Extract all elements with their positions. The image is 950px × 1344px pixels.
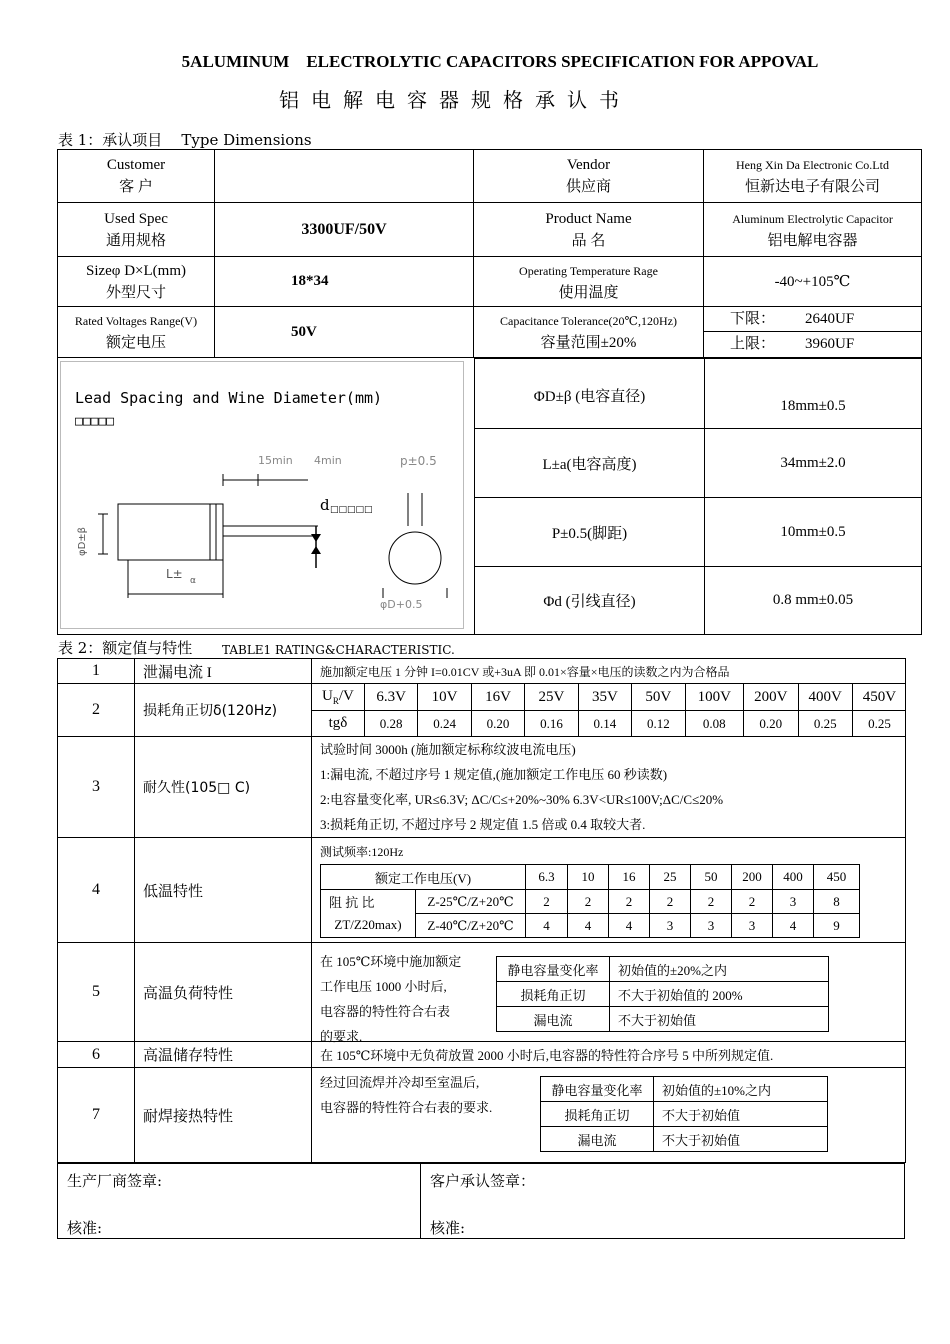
z40-value: 4: [609, 914, 650, 938]
impedance-cond-25: Z-25℃/Z+20℃: [416, 890, 526, 914]
product-name-value: Aluminum Electrolytic Capacitor 铝电解电容器: [704, 203, 922, 257]
row5-line4: 的要求.: [320, 1029, 363, 1044]
row5-req-cap-val: 初始值的±20%之内: [610, 957, 829, 982]
row5-no: 5: [58, 943, 135, 1042]
row4-name: 低温特性: [135, 838, 312, 943]
vendor-label: Vendor 供应商: [474, 150, 704, 203]
row3-name: 耐久性(105□ C): [135, 737, 312, 838]
row6-text: 在 105℃环境中无负荷放置 2000 小时后,电容器的特性符合序号 5 中所列规定值.: [312, 1042, 906, 1068]
label-alpha: α: [190, 576, 196, 586]
row3-line2: 1:漏电流, 不超过序号 1 规定值,(施加额定工作电压 60 秒读数): [320, 767, 668, 782]
voltage-col: 450V: [852, 684, 906, 711]
low-temp-voltage: 450: [814, 865, 860, 890]
diagram-cell: [57, 358, 475, 635]
row3-no: 3: [58, 737, 135, 838]
tg-header: tgδ: [312, 711, 364, 737]
voltage-value: 50V: [215, 307, 474, 358]
z40-value: 4: [568, 914, 609, 938]
row3-line3: 2:电容量变化率, UR≤6.3V; ΔC/C≤+20%~30% 6.3V<UR≤100V;ΔC/C≤20%: [320, 792, 724, 807]
row5-req-leak: 漏电流: [497, 1007, 610, 1032]
label-diameter: φD+0.5: [380, 598, 423, 611]
customer-approve-label: 核准:: [430, 1219, 466, 1237]
table2-caption-en: TABLE1 RATING&CHARACTERISTIC.: [222, 643, 455, 657]
tg-value: 0.08: [685, 711, 743, 737]
z25-value: 2: [732, 890, 773, 914]
capacitor-drawing: [58, 358, 475, 634]
voltage-col: 10V: [418, 684, 471, 711]
row5-cell: [312, 943, 906, 1042]
tolerance-value: [704, 307, 922, 358]
z25-value: 2: [526, 890, 568, 914]
dim-label-height: L±a(电容高度): [475, 429, 705, 498]
voltage-col: 50V: [632, 684, 685, 711]
table1-caption: 表 1：承认项目 Type Dimensions: [58, 131, 312, 149]
row6-name: 高温储存特性: [135, 1042, 312, 1068]
voltage-col: 400V: [798, 684, 852, 711]
z40-value: 9: [814, 914, 860, 938]
z25-value: 2: [691, 890, 732, 914]
tg-value: 0.28: [364, 711, 417, 737]
z25-value: 2: [609, 890, 650, 914]
tg-value: 0.20: [744, 711, 798, 737]
row7-req-tan-val: 不大于初始值: [654, 1102, 828, 1127]
size-label: Sizeφ D×L(mm) 外型尺寸: [58, 257, 215, 307]
row5-req-tan: 损耗角正切: [497, 982, 610, 1007]
dim-value-pitch: 10mm±0.5: [705, 498, 922, 567]
title-cn: 铝电解电容器规格承认书: [279, 88, 631, 112]
row7-req-leak-val: 不大于初始值: [654, 1127, 828, 1152]
row2-no: 2: [58, 684, 135, 737]
row2-name: 损耗角正切δ(120Hz): [135, 684, 312, 737]
product-name-label: Product Name 品 名: [474, 203, 704, 257]
label-4min: 4min: [314, 454, 342, 467]
dissipation-table: [312, 684, 906, 736]
dim-value-height: 34mm±2.0: [705, 429, 922, 498]
size-value: 18*34: [215, 257, 474, 307]
customer-signature-label: 客户承认签章：: [430, 1172, 536, 1190]
rating-characteristics-table: [57, 658, 906, 1163]
voltage-col: 25V: [525, 684, 578, 711]
low-temp-table: [320, 864, 860, 938]
tg-value: 0.12: [632, 711, 685, 737]
z25-value: 3: [773, 890, 814, 914]
capacitor-end-view: [389, 532, 441, 584]
low-temp-voltage: 400: [773, 865, 814, 890]
customer-label: Customer 客 户: [58, 150, 215, 203]
row6-no: 6: [58, 1042, 135, 1068]
voltage-col: 6.3V: [364, 684, 417, 711]
row7-req-cap-val: 初始值的±10%之内: [654, 1077, 828, 1102]
row5-req-tan-val: 不大于初始值的 200%: [610, 982, 829, 1007]
row1-no: 1: [58, 659, 135, 684]
upper-limit-value: 3960UF: [805, 336, 855, 352]
row1-name: 泄漏电流 I: [135, 659, 312, 684]
low-temp-voltage: 16: [609, 865, 650, 890]
label-d: d: [320, 496, 330, 514]
temp-label: Operating Temperature Rage 使用温度: [474, 257, 704, 307]
row1-text: 施加额定电压 1 分钟 I=0.01CV 或+3uA 即 0.01×容量×电压的读数之内为合格品: [312, 659, 906, 684]
voltage-col: 100V: [685, 684, 743, 711]
customer-value: [215, 150, 474, 203]
lower-limit-value: 2640UF: [805, 311, 855, 327]
title-en: 5ALUMINUM ELECTROLYTIC CAPACITORS SPECIFICATION FOR APPOVAL: [181, 52, 819, 71]
dim-value-lead: 0.8 mm±0.05: [705, 567, 922, 635]
row7-req-cap: 静电容量变化率: [541, 1077, 654, 1102]
temp-value: -40~+105℃: [704, 257, 922, 307]
z25-value: 2: [650, 890, 691, 914]
low-temp-voltage: 10: [568, 865, 609, 890]
low-temp-voltage: 200: [732, 865, 773, 890]
z40-value: 4: [773, 914, 814, 938]
voltage-col: 16V: [471, 684, 524, 711]
label-body-diameter: φD±β: [77, 526, 89, 557]
row7-req-tan: 损耗角正切: [541, 1102, 654, 1127]
maker-signature-label: 生产厂商签章:: [67, 1172, 163, 1190]
row4-no: 4: [58, 838, 135, 943]
row7-line1: 经过回流焊并冷却至室温后,: [320, 1075, 480, 1090]
z25-value: 2: [568, 890, 609, 914]
label-length: L±: [166, 567, 183, 581]
tg-value: 0.25: [798, 711, 852, 737]
row7-name: 耐焊接热特性: [135, 1068, 312, 1163]
lower-limit-label: 下限：: [730, 311, 776, 327]
row7-req-leak: 漏电流: [541, 1127, 654, 1152]
label-pitch: p±0.5: [400, 454, 437, 468]
low-temp-voltage: 25: [650, 865, 691, 890]
z25-value: 8: [814, 890, 860, 914]
dimension-values-table: [474, 358, 922, 635]
label-15min: 15min: [258, 454, 293, 467]
tg-value: 0.16: [525, 711, 578, 737]
row5-name: 高温负荷特性: [135, 943, 312, 1042]
tg-value: 0.20: [471, 711, 524, 737]
row3-text: [312, 737, 906, 838]
label-d-box: □□□□□: [330, 505, 373, 515]
type-dimensions-table: [57, 149, 922, 358]
row5-line2: 工作电压 1000 小时后,: [320, 979, 447, 994]
row5-req-cap: 静电容量变化率: [497, 957, 610, 982]
voltage-col: 200V: [744, 684, 798, 711]
low-temp-voltage: 6.3: [526, 865, 568, 890]
tg-value: 0.24: [418, 711, 471, 737]
row7-cell: [312, 1068, 906, 1163]
impedance-cond-40: Z-40℃/Z+20℃: [416, 914, 526, 938]
dim-label-diameter: ΦD±β (电容直径): [475, 359, 705, 429]
row7-requirements: [540, 1076, 828, 1152]
row4-cell: [312, 838, 906, 943]
low-temp-voltage: 50: [691, 865, 732, 890]
vendor-value: Heng Xin Da Electronic Co.Ltd 恒新达电子有限公司: [704, 150, 922, 203]
row7-no: 7: [58, 1068, 135, 1163]
row4-frequency: 测试频率:120Hz: [320, 845, 404, 859]
maker-approve-label: 核准:: [67, 1219, 103, 1237]
row5-line3: 电容器的特性符合右表: [320, 1004, 451, 1019]
signature-divider: [420, 1164, 421, 1238]
impedance-label: 阻 抗 比: [321, 890, 416, 914]
voltage-col: 35V: [578, 684, 631, 711]
row5-requirements: [496, 956, 829, 1032]
tolerance-label: Capacitance Tolerance(20℃,120Hz) 容量范围±20%: [474, 307, 704, 358]
row3-line1: 试验时间 3000h (施加额定标称纹波电流电压): [320, 742, 576, 757]
z40-value: 3: [650, 914, 691, 938]
impedance-label-2: ZT/Z20max): [321, 914, 416, 938]
tg-value: 0.14: [578, 711, 631, 737]
capacitor-body: [118, 504, 223, 560]
tg-value: 0.25: [852, 711, 906, 737]
spec-label: Used Spec 通用规格: [58, 203, 215, 257]
z40-value: 4: [526, 914, 568, 938]
voltage-label: Rated Voltages Range(V) 额定电压: [58, 307, 215, 358]
row2-table-cell: [312, 684, 906, 737]
row3-line4: 3:损耗角正切, 不超过序号 2 规定值 1.5 倍或 0.4 取较大者.: [320, 817, 646, 832]
diagram-subtitle: □□□□□: [75, 414, 115, 429]
z40-value: 3: [691, 914, 732, 938]
dim-label-lead: Φd (引线直径): [475, 567, 705, 635]
spec-value: 3300UF/50V: [215, 203, 474, 257]
dim-value-diameter: 18mm±0.5: [705, 359, 922, 429]
table2-caption-cn: 表 2：额定值与特性: [58, 639, 193, 657]
diagram-title: Lead Spacing and Wine Diameter(mm): [75, 389, 383, 407]
low-temp-header: 额定工作电压(V): [321, 865, 526, 890]
voltage-header: $U_R/V$: [312, 684, 364, 711]
row5-line1: 在 105℃环境中施加额定: [320, 954, 462, 969]
signature-block: [57, 1163, 905, 1239]
row7-line2: 电容器的特性符合右表的要求.: [320, 1100, 493, 1115]
dim-label-pitch: P±0.5(脚距): [475, 498, 705, 567]
z40-value: 3: [732, 914, 773, 938]
row5-req-leak-val: 不大于初始值: [610, 1007, 829, 1032]
upper-limit-label: 上限：: [730, 336, 776, 352]
